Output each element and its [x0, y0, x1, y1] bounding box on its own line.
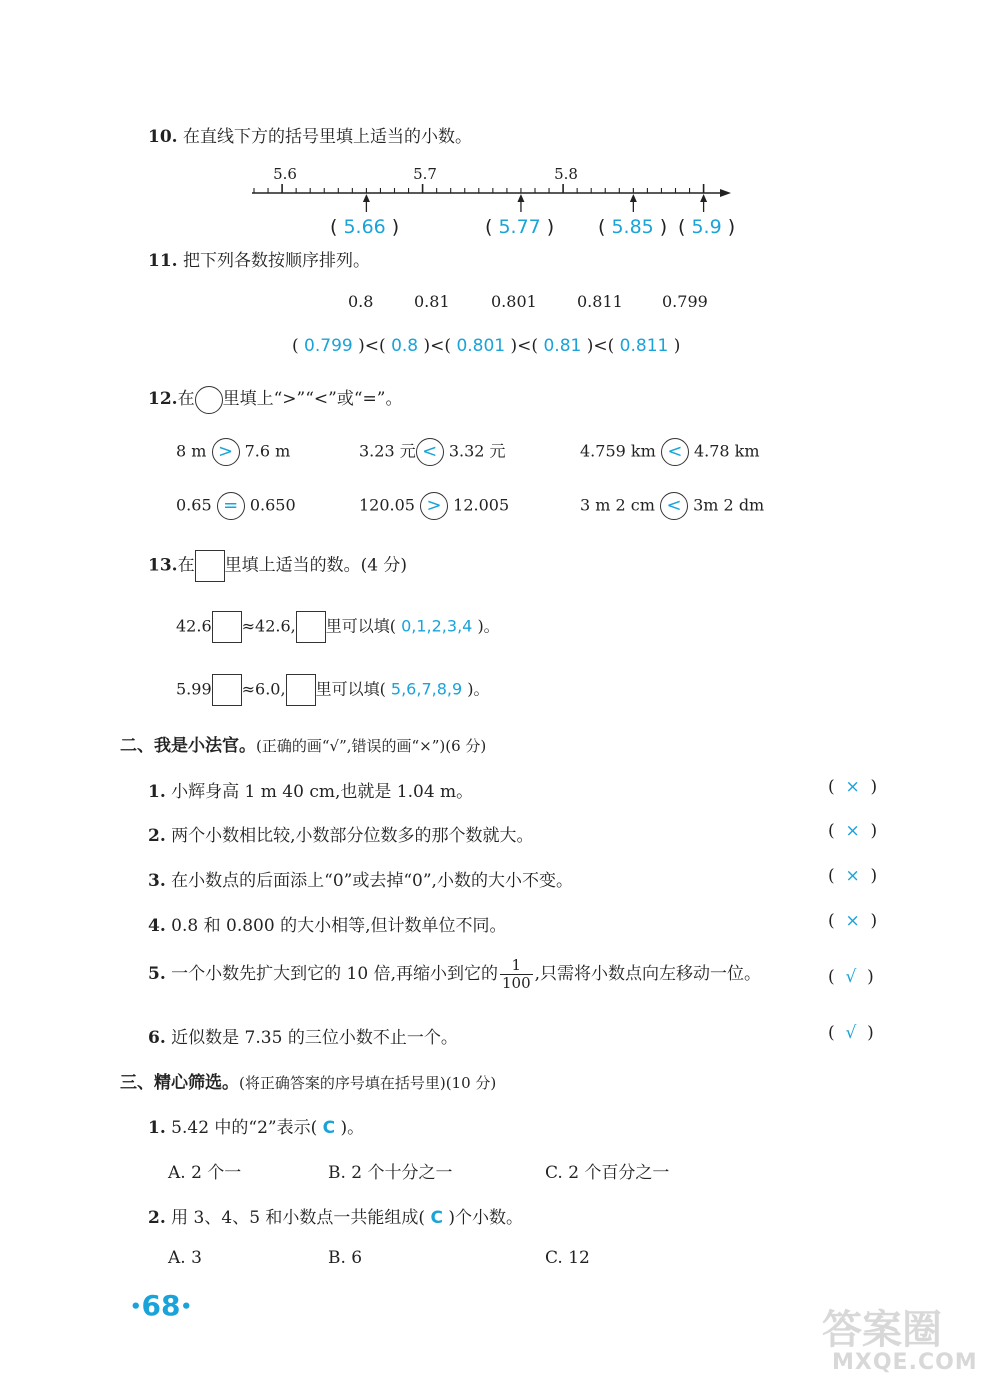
compare-circle: <	[660, 492, 688, 520]
choice-q2-option-b: B. 6	[328, 1248, 363, 1268]
judge-item-2: 2. 两个小数相比较,小数部分位数多的那个数就大。	[148, 826, 534, 846]
q11-number-2: 0.81	[414, 292, 450, 311]
section-2-heading: 二、我是小法官。(正确的画“√”,错误的画“×”)(6 分)	[120, 736, 487, 756]
axis-arrow	[720, 189, 731, 197]
compare-circle: >	[420, 492, 448, 520]
q11-title	[148, 246, 370, 271]
answer-arrows	[363, 194, 707, 212]
page-number: •68•	[130, 1289, 192, 1322]
q13-title: 13.在 里填上适当的数。(4 分)	[148, 550, 407, 582]
judge-item-5: 5. 一个小数先扩大到它的 10 倍,再缩小到它的 $\frac{1}{100}$ ,只需将小数点向左移动一位。	[148, 956, 762, 992]
q12-item-4: 0.65 = 0.650	[176, 492, 296, 520]
axis-ticks	[254, 184, 704, 193]
q11-answer-row: ( 0.799 )<( 0.8 )<( 0.801 )<( 0.81 )<( 0.811 )	[292, 336, 681, 356]
judge-answer-6: ( √ )	[828, 1023, 874, 1043]
q11-number-4: 0.811	[577, 292, 623, 311]
watermark-logo: 答案圈	[822, 1307, 942, 1353]
tick-label-5.6: 5.6	[273, 165, 297, 183]
judge-answer-5: ( √ )	[828, 967, 874, 987]
q11-number-1: 0.8	[348, 292, 374, 311]
fraction: $\frac{1}{100}$	[502, 956, 531, 992]
tick-label-5.7: 5.7	[413, 165, 437, 183]
choice-q1-option-a: A. 2 个一	[168, 1163, 242, 1183]
q10-answer-3: ( 5.85 )	[598, 216, 668, 238]
q12-item-5: 120.05 > 12.005	[359, 492, 509, 520]
tick-label-5.8: 5.8	[554, 165, 578, 183]
section-3-heading: 三、精心筛选。(将正确答案的序号填在括号里)(10 分)	[120, 1073, 497, 1093]
judge-item-6: 6. 近似数是 7.35 的三位小数不止一个。	[148, 1028, 458, 1048]
choice-q2-option-a: A. 3	[168, 1248, 202, 1268]
q11-number-5: 0.799	[662, 292, 708, 311]
number-line	[0, 160, 1000, 220]
circle-placeholder	[195, 386, 223, 414]
q10-answer-1: ( 5.66 )	[330, 216, 400, 238]
judge-item-1: 1. 小辉身高 1 m 40 cm,也就是 1.04 m。	[148, 782, 474, 802]
compare-circle: >	[212, 438, 240, 466]
answer-arrow	[630, 194, 637, 212]
answer-arrow	[363, 194, 370, 212]
judge-item-3: 3. 在小数点的后面添上“0”或去掉“0”,小数的大小不变。	[148, 871, 573, 891]
compare-circle: <	[416, 438, 444, 466]
fill-box	[296, 611, 326, 643]
q12-item-2: 3.23 元 < 3.32 元	[359, 438, 506, 466]
fill-box	[212, 674, 242, 706]
judge-answer-1: ( × )	[828, 777, 878, 797]
choice-q1-option-b: B. 2 个十分之一	[328, 1163, 453, 1183]
box-placeholder	[195, 550, 225, 582]
watermark-url: MXQE.COM	[832, 1350, 978, 1375]
q11-text: 把下列各数按顺序排列。	[182, 251, 370, 271]
judge-item-4: 4. 0.8 和 0.800 的大小相等,但计数单位不同。	[148, 916, 507, 936]
q12-item-6: 3 m 2 cm < 3m 2 dm	[580, 492, 764, 520]
q11-number: 11.	[148, 251, 178, 271]
choice-q2-option-c: C. 12	[545, 1248, 590, 1268]
q13-number: 13.	[148, 555, 178, 576]
q12-title: 12.在 里填上“>”“<”或“=”。	[148, 384, 402, 414]
q10-answer-4: ( 5.9 )	[678, 216, 736, 238]
compare-circle: =	[217, 492, 245, 520]
q10-title	[148, 122, 472, 147]
choice-q1: 1. 5.42 中的“2”表示( C )。	[148, 1118, 365, 1138]
compare-circle: <	[661, 438, 689, 466]
answer-arrow	[700, 194, 707, 212]
judge-answer-3: ( × )	[828, 866, 878, 886]
q13-row-2: 5.99 ≈6.0, 里可以填( 5,6,7,8,9 )。	[176, 674, 490, 706]
q12-number: 12.	[148, 389, 178, 409]
judge-answer-4: ( × )	[828, 911, 878, 931]
fill-box	[286, 674, 316, 706]
q10-answer-2: ( 5.77 )	[485, 216, 555, 238]
q13-row-1: 42.6 ≈42.6, 里可以填( 0,1,2,3,4 )。	[176, 611, 500, 643]
q12-item-3: 4.759 km < 4.78 km	[580, 438, 760, 466]
choice-q2: 2. 用 3、4、5 和小数点一共能组成( C )个小数。	[148, 1208, 523, 1228]
judge-answer-2: ( × )	[828, 821, 878, 841]
fill-box	[212, 611, 242, 643]
q12-item-1: 8 m > 7.6 m	[176, 438, 290, 466]
q11-number-3: 0.801	[491, 292, 537, 311]
q10-text: 在直线下方的括号里填上适当的小数。	[182, 127, 472, 147]
choice-q1-option-c: C. 2 个百分之一	[545, 1163, 670, 1183]
answer-arrow	[517, 194, 524, 212]
q10-number: 10.	[148, 127, 178, 147]
